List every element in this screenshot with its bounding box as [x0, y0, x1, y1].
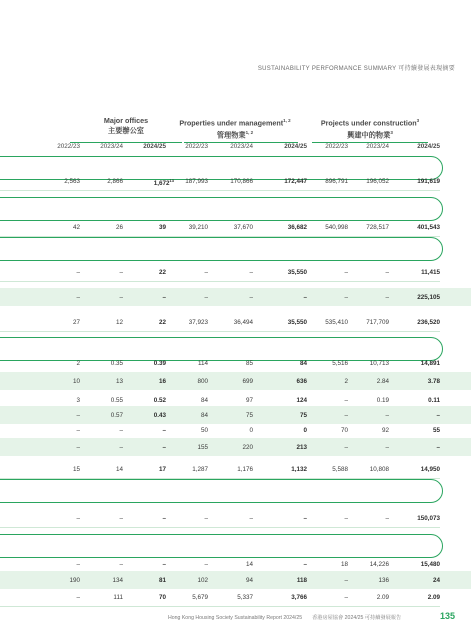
table-cell: –	[76, 412, 80, 419]
table-cell: –	[385, 294, 389, 301]
table-row	[0, 421, 471, 439]
table-cell: –	[162, 561, 166, 568]
table-cell: 5,679	[192, 594, 208, 601]
table-cell: –	[344, 594, 348, 601]
table-cell: 70	[340, 427, 348, 434]
table-cell: 27	[72, 319, 80, 326]
row-divider	[0, 236, 440, 237]
table-cell: 50	[200, 427, 208, 434]
table-cell: 150,073	[417, 515, 440, 522]
table-cell: 401,543	[417, 224, 440, 231]
table-row	[0, 372, 471, 390]
footnote-ref: 1, 2	[245, 130, 254, 136]
table-cell: –	[119, 515, 123, 522]
table-cell: 111	[113, 594, 123, 601]
table-row	[0, 438, 471, 456]
table-row	[0, 354, 471, 372]
table-cell: 70	[158, 594, 166, 601]
table-cell: 728,517	[366, 224, 389, 231]
table-cell: 540,998	[325, 224, 348, 231]
table-cell: 191,619	[417, 178, 440, 185]
table-cell: 37,670	[233, 224, 253, 231]
table-cell: –	[204, 561, 208, 568]
table-cell: –	[76, 269, 80, 276]
group-major-offices	[70, 116, 182, 136]
table-cell: 124	[296, 397, 307, 404]
table-cell: –	[344, 412, 348, 419]
year-label: 2024/25	[417, 143, 440, 150]
table-cell: 0.39	[153, 360, 166, 367]
group-title-zh: 興建中的物業$^3$	[347, 130, 393, 140]
table-cell: 2.09	[376, 594, 389, 601]
table-cell: 14,891	[420, 360, 440, 367]
table-row	[0, 172, 471, 190]
footer-title-en: Hong Kong Housing Society Sustainability Report 2024/25	[168, 615, 303, 621]
table-cell: –	[76, 294, 80, 301]
table-cell: 535,410	[325, 319, 348, 326]
table-cell: 97	[245, 397, 253, 404]
table-cell: 5,516	[332, 360, 348, 367]
table-cell: 15,480	[420, 561, 440, 568]
table-cell: –	[303, 515, 307, 522]
table-cell: 12	[115, 319, 123, 326]
table-cell: 0.52	[153, 397, 166, 404]
table-cell: 213	[296, 444, 307, 451]
table-cell: 75	[245, 412, 253, 419]
table-cell: 94	[245, 577, 253, 584]
table-cell: 18	[340, 561, 348, 568]
table-cell: 75	[299, 412, 307, 419]
page-footer	[168, 614, 401, 621]
report-section-header: SUSTAINABILITY PERFORMANCE SUMMARY 可持續發展表現摘要	[257, 66, 455, 72]
table-cell: 0	[303, 427, 307, 434]
table-cell: 0.35	[110, 360, 123, 367]
cell-value: 1,672	[153, 180, 170, 188]
year-label: 2023/24	[230, 143, 253, 150]
table-cell: –	[249, 294, 253, 301]
table-cell: 10,713	[369, 360, 389, 367]
table-cell: 13	[115, 378, 123, 385]
table-cell: 0.11	[428, 397, 440, 404]
table-cell: 55	[432, 427, 440, 434]
table-row	[0, 509, 471, 527]
table-cell: 1,176	[237, 466, 253, 473]
table-cell: –	[385, 515, 389, 522]
year-label: 2022/23	[57, 143, 80, 150]
table-cell: 800	[197, 378, 208, 385]
table-cell: –	[344, 269, 348, 276]
year-label: 2023/24	[366, 143, 389, 150]
table-cell: –	[249, 269, 253, 276]
table-cell: 84	[299, 360, 307, 367]
group-projects-under-construction	[312, 116, 428, 141]
table-cell: 114	[197, 360, 208, 367]
table-cell: –	[344, 294, 348, 301]
table-cell: 5,337	[237, 594, 253, 601]
table-cell: 2,563	[64, 178, 80, 185]
table-cell: –	[303, 294, 307, 301]
table-cell: 136	[378, 577, 389, 584]
table-cell: –	[344, 397, 348, 404]
table-cell: –	[76, 561, 80, 568]
table-cell: 155	[197, 444, 208, 451]
table-cell: 236,520	[417, 319, 440, 326]
table-cell: 172,447	[284, 178, 307, 185]
group-title-en: Projects under construction$^3$	[320, 118, 420, 128]
table-cell: –	[249, 515, 253, 522]
table-cell: 0.55	[110, 397, 123, 404]
year-label: 2022/23	[325, 143, 348, 150]
table-cell: 0.43	[153, 412, 166, 419]
table-row	[0, 588, 471, 606]
table-cell: 24	[432, 577, 440, 584]
table-cell: 36,494	[233, 319, 253, 326]
table-cell: 5,588	[332, 466, 348, 473]
table-row	[0, 460, 471, 478]
table-cell: 102	[197, 577, 208, 584]
footer-title-zh: 香港房屋協會 2024/25 可持續發展報告	[312, 615, 402, 621]
table-cell: 39	[158, 224, 166, 231]
row-divider	[0, 606, 440, 607]
table-cell: 196,052	[366, 178, 389, 185]
row-divider	[0, 527, 440, 528]
table-cell: 10,808	[369, 466, 389, 473]
table-cell: 10	[72, 378, 80, 385]
table-cell: –	[162, 515, 166, 522]
row-divider	[0, 331, 440, 332]
table-cell: 0.57	[110, 412, 123, 419]
table-cell: 16	[158, 378, 166, 385]
table-cell: 1,287	[192, 466, 208, 473]
table-cell: 636	[296, 378, 307, 385]
table-cell: 81	[158, 577, 166, 584]
table-cell: –	[76, 515, 80, 522]
year-label: 2022/23	[185, 143, 208, 150]
table-cell: 896,791	[325, 178, 348, 185]
table-cell: 22	[158, 319, 166, 326]
table-cell: 37,923	[188, 319, 208, 326]
table-cell: 35,550	[287, 319, 307, 326]
table-cell: –	[385, 412, 389, 419]
row-divider	[0, 281, 440, 282]
table-cell: 2	[344, 378, 348, 385]
table-cell: 36,682	[287, 224, 307, 231]
group-title-zh: 管理物業$^{1, 2}$	[216, 130, 254, 140]
table-cell: 92	[381, 427, 389, 434]
year-label: 2024/25	[284, 143, 307, 150]
table-cell: 0.19	[376, 397, 389, 404]
group-title-en: Properties under management$^{1, 2}$	[179, 118, 291, 128]
table-cell: 2.84	[376, 378, 389, 385]
table-cell: 225,105	[417, 294, 440, 301]
footnote-ref: 3	[416, 118, 420, 123]
table-cell: 14	[115, 466, 123, 473]
table-row	[0, 313, 471, 331]
table-cell: 2,866	[107, 178, 123, 185]
table-cell: –	[162, 427, 166, 434]
page-number: 135	[439, 611, 455, 621]
table-row	[0, 288, 471, 306]
table-row	[0, 218, 471, 236]
table-cell: –	[204, 294, 208, 301]
table-cell: –	[303, 561, 307, 568]
table-cell: 118	[296, 577, 307, 584]
table-cell: 14,950	[420, 466, 440, 473]
table-cell: –	[119, 427, 123, 434]
table-cell: –	[344, 515, 348, 522]
table-cell: 699	[242, 378, 253, 385]
table-cell: –	[204, 269, 208, 276]
table-cell: –	[76, 444, 80, 451]
table-cell: 22	[158, 269, 166, 276]
year-label: 2024/25	[143, 143, 166, 150]
table-cell: 15	[72, 466, 80, 473]
table-cell: –	[76, 594, 80, 601]
table-cell: –	[76, 427, 80, 434]
table-cell: –	[119, 444, 123, 451]
table-cell: –	[162, 444, 166, 451]
table-row	[0, 571, 471, 589]
table-cell: 170,866	[230, 178, 253, 185]
group-title-zh: 主要辦公室	[108, 126, 144, 135]
table-cell: –	[119, 294, 123, 301]
footnote-ref: 1, 2	[283, 118, 291, 123]
table-cell: 2.09	[427, 594, 440, 601]
section-bar	[0, 237, 443, 261]
table-cell: 11,415	[421, 269, 440, 276]
section-bar	[0, 479, 443, 503]
table-cell: 3.78	[427, 378, 440, 385]
table-cell: –	[162, 294, 166, 301]
table-cell: –	[119, 561, 123, 568]
table-cell: 85	[245, 360, 253, 367]
table-cell: 2	[76, 360, 80, 367]
table-cell: –	[204, 515, 208, 522]
table-cell: 3,766	[291, 594, 307, 601]
table-cell: 14,226	[369, 561, 389, 568]
table-row	[0, 263, 471, 281]
row-divider	[0, 190, 440, 191]
table-cell: 39,210	[188, 224, 208, 231]
year-label: 2023/24	[100, 143, 123, 150]
table-cell: 84	[200, 412, 208, 419]
year-header-row	[0, 143, 471, 153]
table-cell: –	[436, 412, 440, 419]
row-divider	[0, 478, 440, 479]
table-cell: 187,993	[185, 178, 208, 185]
table-cell: –	[385, 444, 389, 451]
table-cell: 42	[72, 224, 80, 231]
table-cell: 17	[158, 466, 166, 473]
footnote-ref: 13	[169, 178, 174, 183]
table-cell: 3	[76, 397, 80, 404]
table-cell: 220	[242, 444, 253, 451]
table-cell: –	[119, 269, 123, 276]
table-cell: 1,132	[291, 466, 307, 473]
footnote-ref: 3	[390, 130, 393, 136]
table-cell: 717,709	[366, 319, 389, 326]
table-cell: 84	[200, 397, 208, 404]
table-cell: –	[344, 577, 348, 584]
table-cell: 26	[115, 224, 123, 231]
table-cell: 14	[245, 561, 253, 568]
table-cell: –	[436, 444, 440, 451]
table-cell: 0	[249, 427, 253, 434]
table-cell: 134	[112, 577, 123, 584]
table-cell: 35,550	[287, 269, 307, 276]
group-properties-under-management	[178, 116, 292, 141]
table-cell: 190	[69, 577, 80, 584]
table-cell: –	[385, 269, 389, 276]
group-title-en: Major offices	[103, 116, 149, 125]
table-cell: –	[344, 444, 348, 451]
